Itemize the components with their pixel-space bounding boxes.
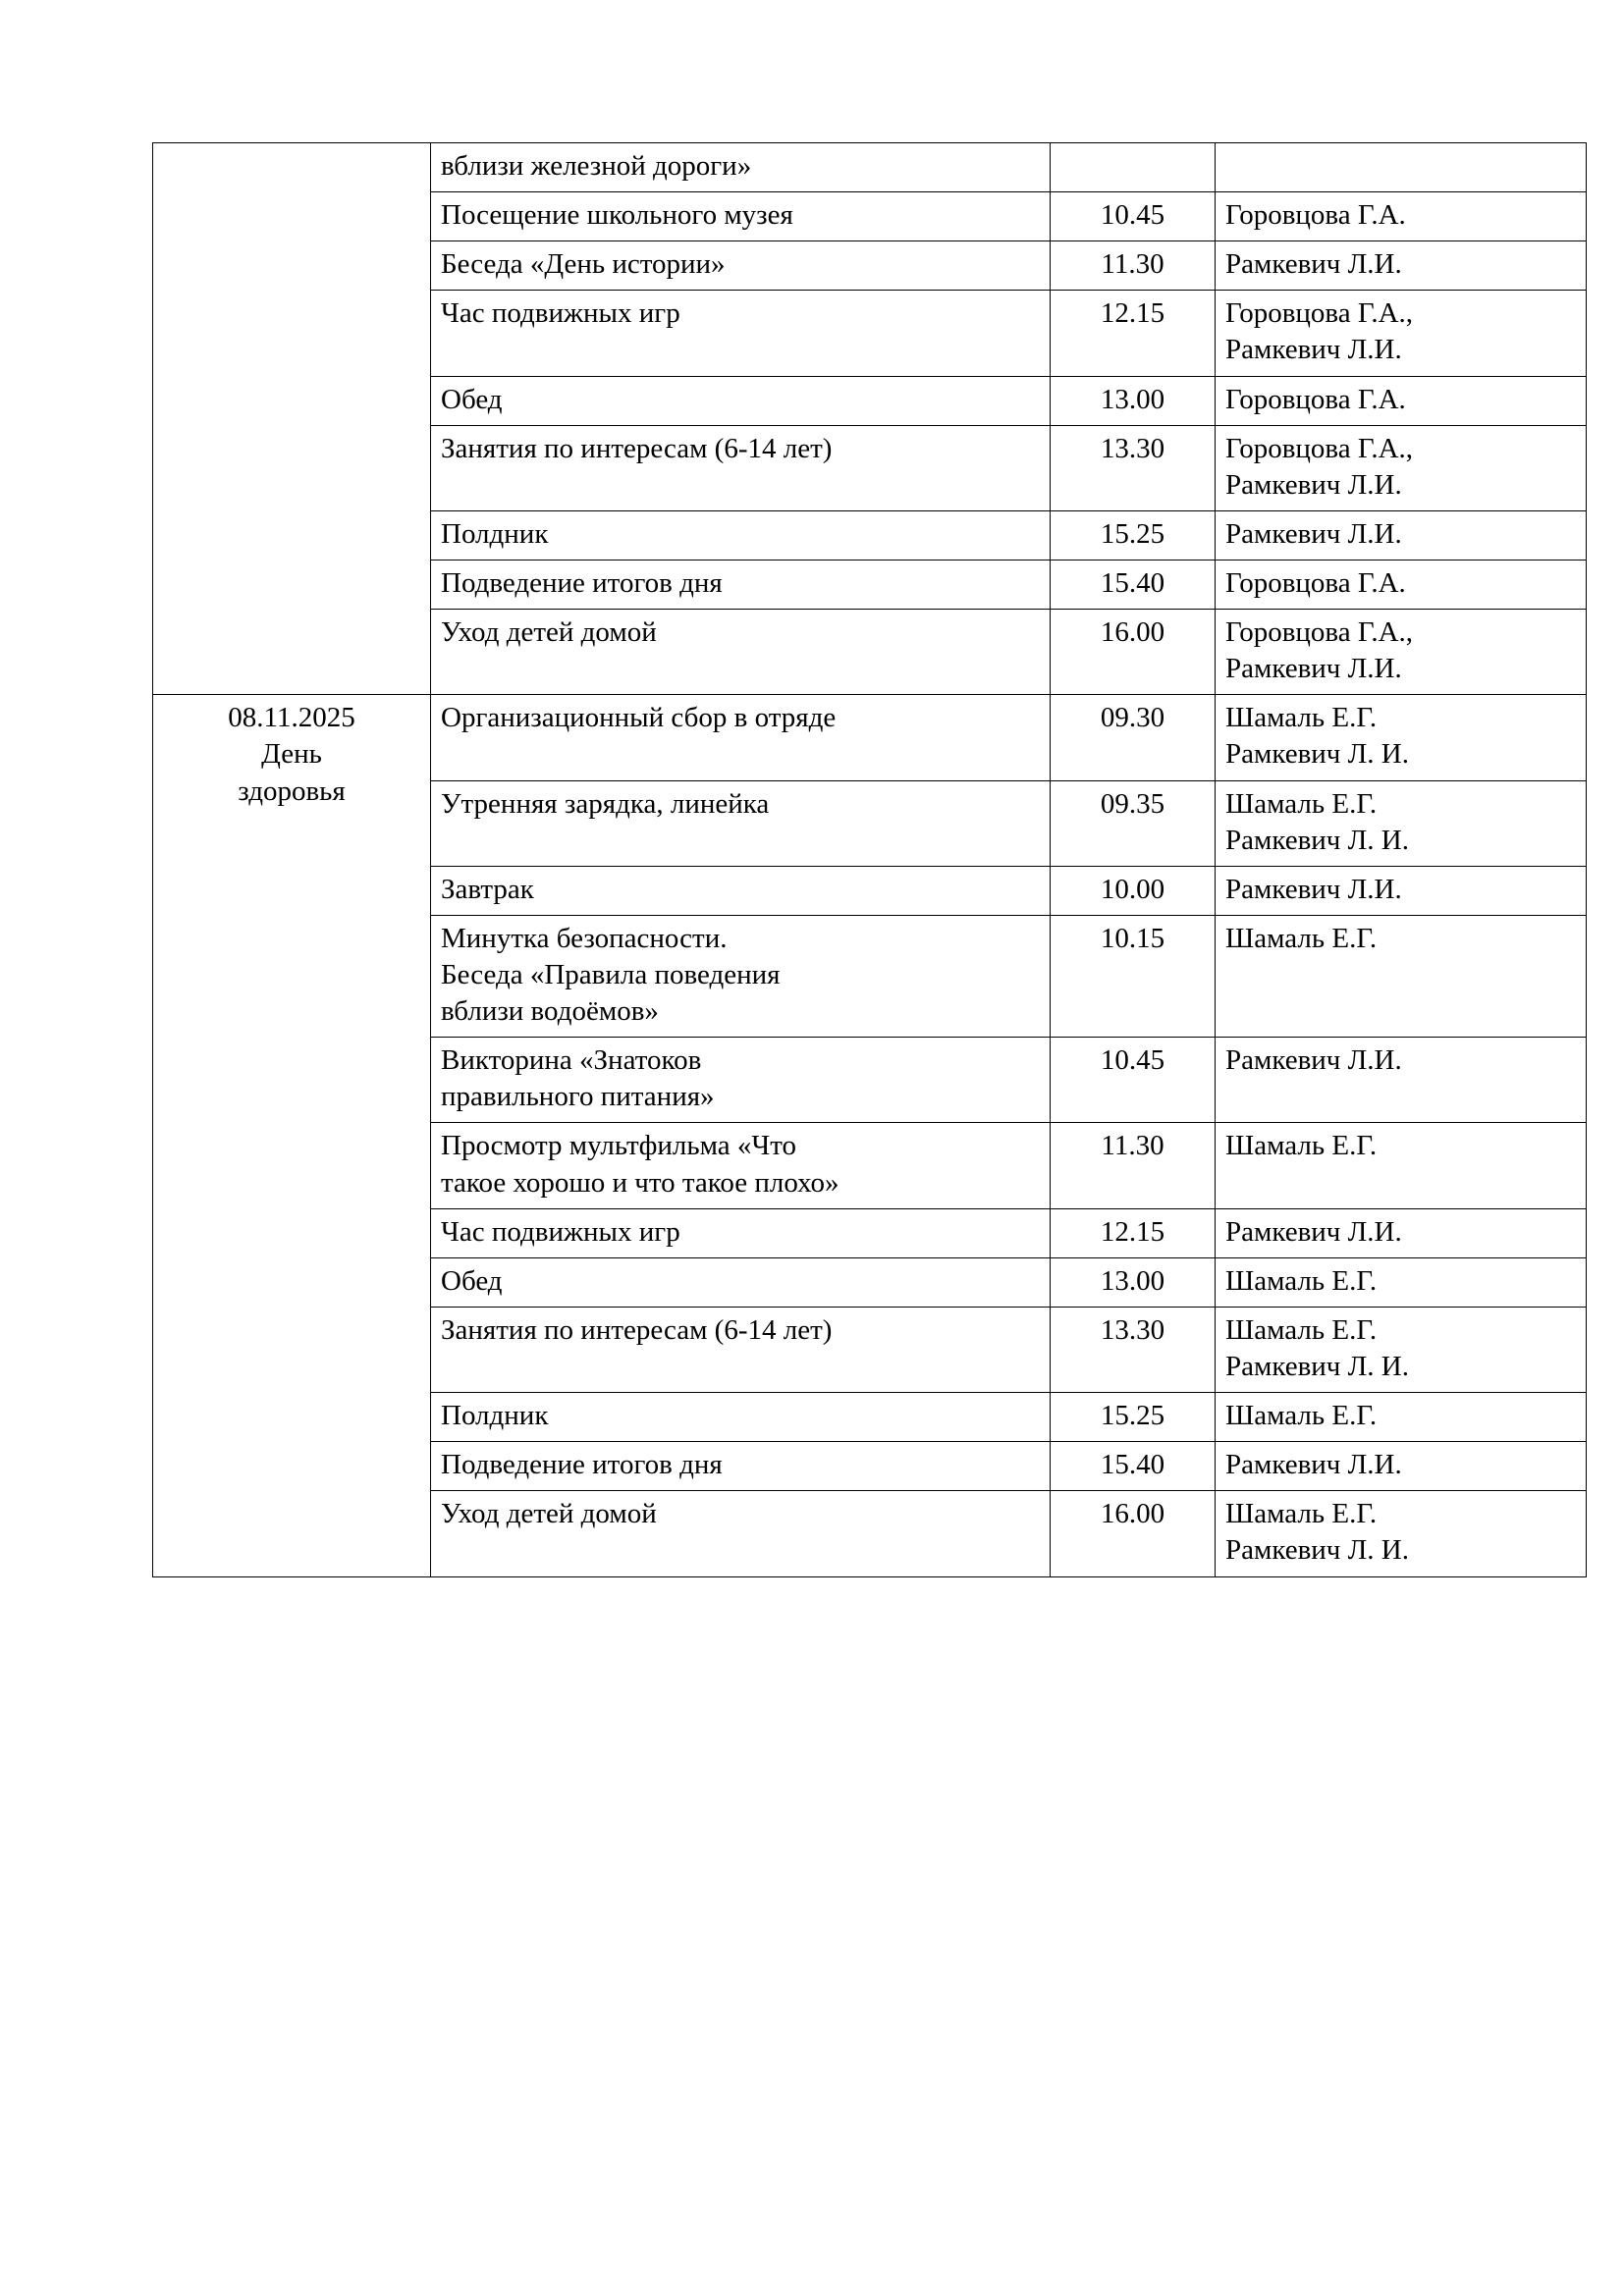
event-line: Просмотр мультфильма «Что: [441, 1130, 797, 1162]
date-line: здоровья: [238, 774, 346, 807]
event-line: правильного питания»: [441, 1081, 715, 1113]
person-line: Рамкевич Л.И.: [1225, 248, 1402, 281]
cell-person: [1216, 866, 1587, 915]
cell-person: [1216, 1208, 1587, 1257]
event-line: Беседа «День истории»: [441, 248, 726, 281]
cell-event: [431, 610, 1051, 695]
person-line: Шамаль Е.Г.: [1225, 702, 1378, 734]
cell-event: [431, 1038, 1051, 1123]
event-line: Час подвижных игр: [441, 1215, 680, 1248]
event-line: Уход детей домой: [441, 1498, 657, 1530]
cell-person: [1216, 610, 1587, 695]
person-line: Рамкевич Л.И.: [1225, 873, 1402, 905]
cell-event: [431, 1393, 1051, 1442]
cell-person: [1216, 1393, 1587, 1442]
cell-person: [1216, 1307, 1587, 1392]
event-line: вблизи железной дороги»: [441, 150, 752, 182]
cell-event: [431, 1257, 1051, 1307]
person-line: Рамкевич Л. И.: [1225, 1350, 1409, 1382]
cell-person: [1216, 291, 1587, 376]
cell-time: 10.45: [1051, 192, 1216, 241]
cell-time: 13.30: [1051, 425, 1216, 510]
person-line: Шамаль Е.Г.: [1225, 1130, 1378, 1162]
cell-event: [431, 1491, 1051, 1576]
cell-person: [1216, 915, 1587, 1037]
person-line: Шамаль Е.Г.: [1225, 922, 1378, 954]
event-line: вблизи водоёмов»: [441, 995, 659, 1028]
event-line: Викторина «Знатоков: [441, 1044, 702, 1077]
cell-time: 09.35: [1051, 780, 1216, 866]
cell-time: 15.40: [1051, 560, 1216, 609]
schedule-sheet: [152, 142, 1586, 1577]
person-line: Горовцова Г.А.: [1225, 566, 1406, 599]
cell-person: [1216, 1038, 1587, 1123]
cell-time: 09.30: [1051, 695, 1216, 780]
person-line: Шамаль Е.Г.: [1225, 787, 1378, 820]
cell-time: 13.30: [1051, 1307, 1216, 1392]
person-line: Рамкевич Л.И.: [1225, 468, 1402, 501]
person-line: Рамкевич Л.И.: [1225, 517, 1402, 550]
event-line: Утренняя зарядка, линейка: [441, 787, 770, 820]
event-line: Организационный сбор в отряде: [441, 702, 837, 734]
event-line: Полдник: [441, 1400, 549, 1432]
event-line: Час подвижных игр: [441, 297, 680, 330]
event-line: Беседа «Правила поведения: [441, 958, 781, 990]
cell-event: [431, 1208, 1051, 1257]
cell-person: [1216, 510, 1587, 560]
schedule-table-body: [153, 143, 1587, 1577]
event-line: Подведение итогов дня: [441, 566, 723, 599]
cell-person: [1216, 695, 1587, 780]
person-line: Рамкевич Л.И.: [1225, 334, 1402, 366]
cell-time: 16.00: [1051, 1491, 1216, 1576]
cell-event: [431, 291, 1051, 376]
cell-event: [431, 1123, 1051, 1208]
cell-event: [431, 192, 1051, 241]
cell-person: [1216, 425, 1587, 510]
schedule-table: [152, 142, 1587, 1577]
cell-time: 10.45: [1051, 1038, 1216, 1123]
cell-person: [1216, 241, 1587, 291]
cell-time: 11.30: [1051, 241, 1216, 291]
cell-person: [1216, 560, 1587, 609]
cell-event: [431, 376, 1051, 425]
cell-event: [431, 560, 1051, 609]
cell-person: [1216, 143, 1587, 192]
cell-time: 12.15: [1051, 1208, 1216, 1257]
event-line: Обед: [441, 383, 503, 415]
cell-date: [153, 695, 431, 1576]
cell-event: [431, 780, 1051, 866]
cell-person: [1216, 1442, 1587, 1491]
table-row: [153, 695, 1587, 780]
person-line: Горовцова Г.А.: [1225, 383, 1406, 415]
cell-time: 12.15: [1051, 291, 1216, 376]
cell-event: [431, 143, 1051, 192]
cell-time: [1051, 143, 1216, 192]
person-line: Рамкевич Л. И.: [1225, 1534, 1409, 1567]
cell-date: [153, 143, 431, 695]
cell-time: 10.15: [1051, 915, 1216, 1037]
cell-event: [431, 510, 1051, 560]
person-line: Шамаль Е.Г.: [1225, 1498, 1378, 1530]
event-line: Обед: [441, 1264, 503, 1297]
event-line: Подведение итогов дня: [441, 1449, 723, 1481]
cell-person: [1216, 780, 1587, 866]
event-line: Занятия по интересам (6-14 лет): [441, 432, 833, 464]
cell-event: [431, 241, 1051, 291]
cell-person: [1216, 192, 1587, 241]
person-line: Горовцова Г.А.: [1225, 199, 1406, 232]
cell-time: 11.30: [1051, 1123, 1216, 1208]
person-line: Рамкевич Л.И.: [1225, 653, 1402, 685]
cell-time: 15.25: [1051, 1393, 1216, 1442]
person-line: Рамкевич Л.И.: [1225, 1044, 1402, 1077]
cell-event: [431, 1442, 1051, 1491]
person-line: Горовцова Г.А.,: [1225, 432, 1414, 464]
person-line: Горовцова Г.А.,: [1225, 297, 1414, 330]
person-line: Горовцова Г.А.,: [1225, 616, 1414, 649]
event-line: Посещение школьного музея: [441, 199, 793, 232]
event-line: Минутка безопасности.: [441, 922, 728, 954]
cell-time: 10.00: [1051, 866, 1216, 915]
person-line: Рамкевич Л. И.: [1225, 738, 1409, 771]
person-line: Шамаль Е.Г.: [1225, 1400, 1378, 1432]
event-line: Завтрак: [441, 873, 534, 905]
cell-person: [1216, 376, 1587, 425]
person-line: Шамаль Е.Г.: [1225, 1313, 1378, 1346]
date-line: 08.11.2025: [228, 702, 355, 734]
cell-time: 15.25: [1051, 510, 1216, 560]
cell-event: [431, 425, 1051, 510]
cell-person: [1216, 1257, 1587, 1307]
event-line: Полдник: [441, 517, 549, 550]
event-line: Занятия по интересам (6-14 лет): [441, 1313, 833, 1346]
cell-event: [431, 915, 1051, 1037]
table-row: [153, 143, 1587, 192]
cell-time: 15.40: [1051, 1442, 1216, 1491]
date-line: День: [261, 738, 322, 771]
event-line: такое хорошо и что такое плохо»: [441, 1166, 839, 1199]
cell-person: [1216, 1491, 1587, 1576]
person-line: Рамкевич Л.И.: [1225, 1449, 1402, 1481]
cell-event: [431, 1307, 1051, 1392]
cell-event: [431, 866, 1051, 915]
cell-time: 16.00: [1051, 610, 1216, 695]
cell-time: 13.00: [1051, 1257, 1216, 1307]
event-line: Уход детей домой: [441, 616, 657, 649]
person-line: Шамаль Е.Г.: [1225, 1264, 1378, 1297]
cell-person: [1216, 1123, 1587, 1208]
cell-time: 13.00: [1051, 376, 1216, 425]
cell-event: [431, 695, 1051, 780]
person-line: Рамкевич Л. И.: [1225, 824, 1409, 856]
person-line: Рамкевич Л.И.: [1225, 1215, 1402, 1248]
